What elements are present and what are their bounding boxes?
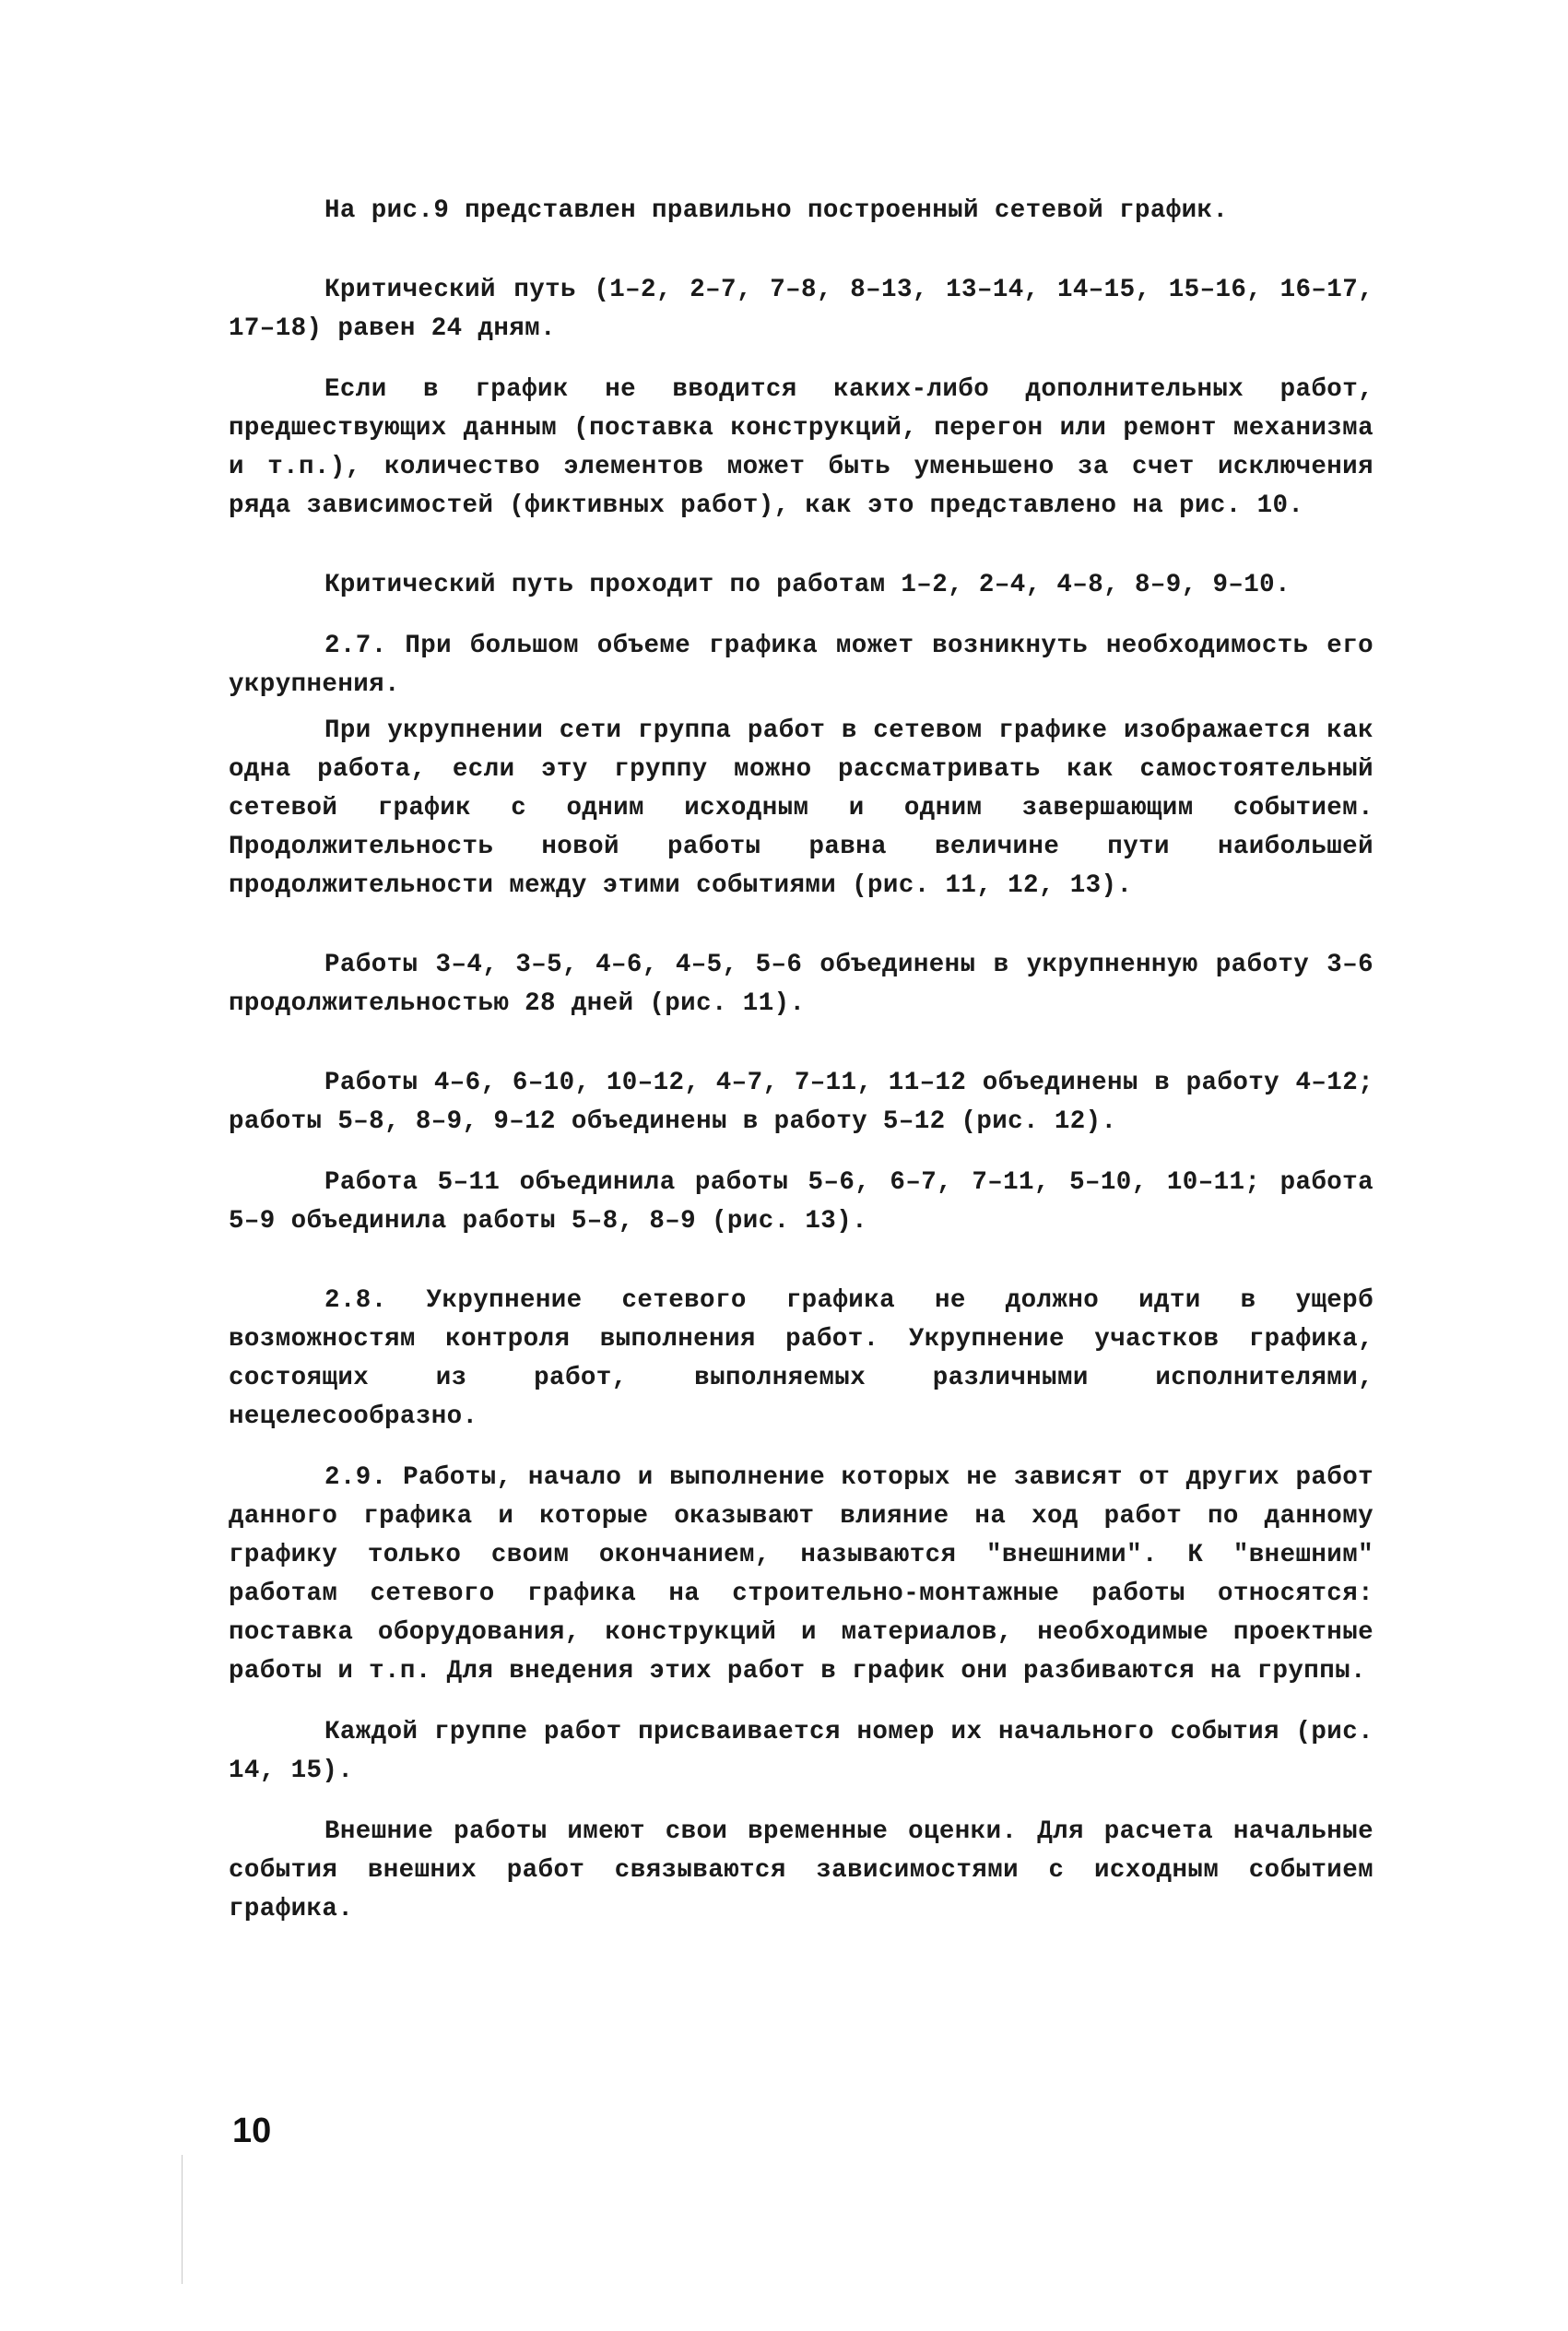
paragraph-network-consolidation: При укрупнении сети группа работ в сетевом графике изображается как одна работа, если эту группу можно рассматривать как самостоятельный сетевой график с одним исходным и одним завершающим событием. Продолжительность новой работы равна величине пути наибольшей продолжительности между этими событиями (рис. 11, 12, 13). [229,716,1373,900]
paragraph-critical-path-fig10: Критический путь проходит по работам 1–2, 2–4, 4–8, 8–9, 9–10. [324,571,1291,599]
paragraph-reducing-elements: Если в график не вводится каких-либо дополнительных работ, предшествующих данным (поставка конструкций, перегон или ремонт механизма и т.п.), количество элементов может быть уменьшено за счет исключения ряда зависимостей (фиктивных работ), как это представлено на рис. 10. [229,375,1373,520]
paragraph-section-2-9: 2.9. Работы, начало и выполнение которых не зависят от других работ данного графика и которые оказывают влияние на ход работ по данному графику только своим окончанием, называются "внешними". К "внешним" работам сетевого графика на строительно-монтажные работы относятся: поставка оборудования, конструкций и материалов, необходимые проектные работы и т.п. Для внедения этих работ в график они разбиваются на группы. [229,1463,1373,1686]
paragraph-fig11-consolidation: Работы 3–4, 3–5, 4–6, 4–5, 5–6 объединены в укрупненную работу 3–6 продолжительностью 28 дней (рис. 11). [229,951,1373,1018]
scan-margin-line [182,2155,183,2284]
paragraph-section-2-8: 2.8. Укрупнение сетевого графика не должно идти в ущерб возможностям контроля выполнения работ. Укрупнение участков графика, состоящих из работ, выполняемых различными исполнителями, нецелесообразно. [229,1286,1373,1431]
paragraph-critical-path-fig9: Критический путь (1–2, 2–7, 7–8, 8–13, 13–14, 14–15, 15–16, 16–17, 17–18) равен 24 дням. [229,276,1373,343]
paragraph-fig12-consolidation: Работы 4–6, 6–10, 10–12, 4–7, 7–11, 11–12 объединены в работу 4–12; работы 5–8, 8–9, 9–12 объединены в работу 5–12 (рис. 12). [229,1069,1373,1136]
paragraph-fig13-consolidation: Работа 5–11 объединила работы 5–6, 6–7, 7–11, 5–10, 10–11; работа 5–9 объединила работы 5–8, 8–9 (рис. 13). [229,1168,1373,1236]
body-text [229,192,1373,1929]
paragraph-section-2-7: 2.7. При большом объеме графика может возникнуть необходимость его укрупнения. [229,632,1373,699]
paragraph-fig9-intro: На рис.9 представлен правильно построенный сетевой график. [324,196,1229,225]
paragraph-external-works: Внешние работы имеют свои временные оценки. Для расчета начальные события внешних работ связываются зависимостями с исходным событием графика. [229,1817,1373,1923]
paragraph-group-numbering: Каждой группе работ присваивается номер их начального события (рис. 14, 15). [229,1718,1373,1785]
page-number: 10 [232,2112,272,2150]
